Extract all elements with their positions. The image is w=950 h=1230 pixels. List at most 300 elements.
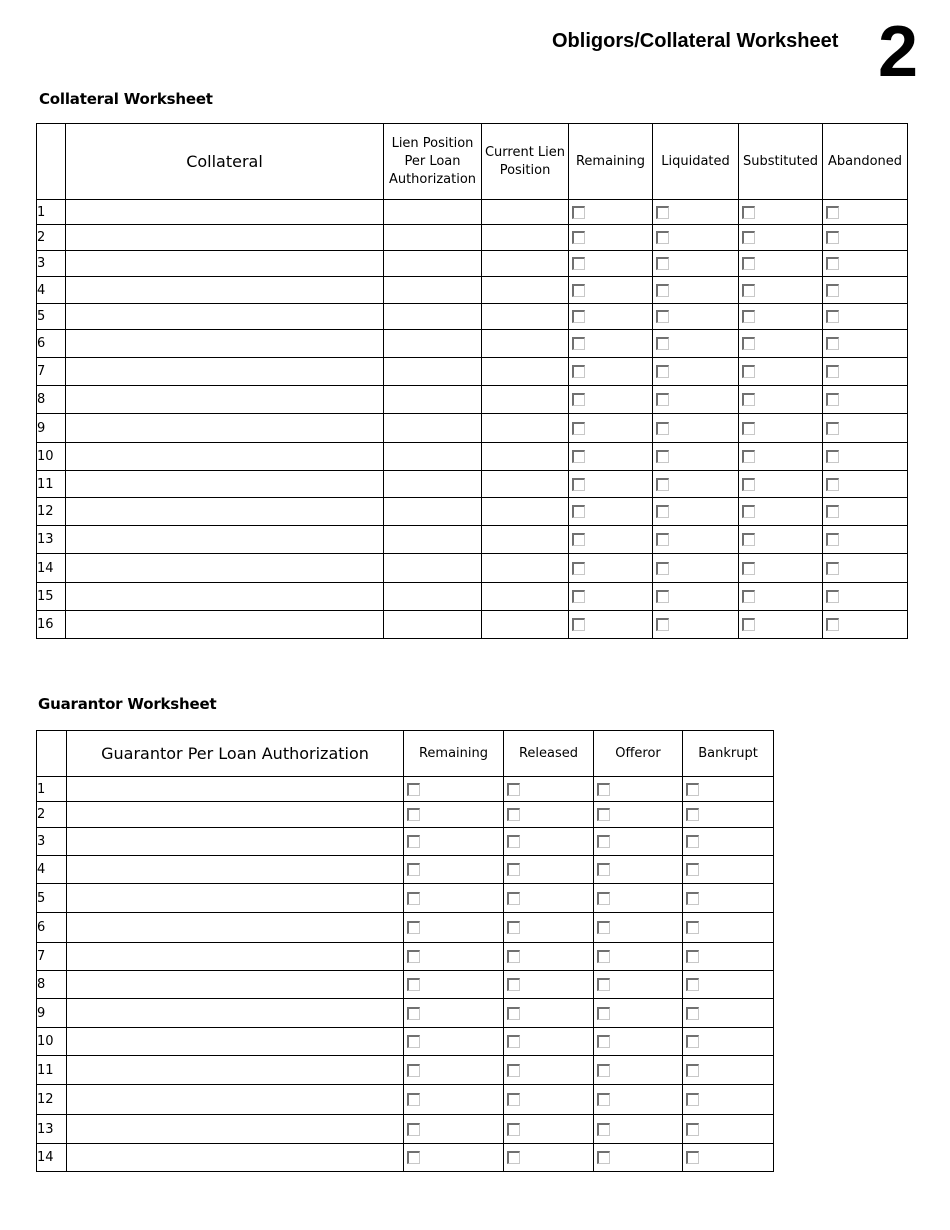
guarantor-field[interactable] (67, 856, 404, 884)
abandoned-cell (823, 443, 908, 471)
bankrupt-checkbox[interactable] (686, 1007, 699, 1020)
abandoned-checkbox[interactable] (826, 231, 839, 244)
released-checkbox[interactable] (507, 783, 520, 796)
substituted-checkbox[interactable] (742, 562, 755, 575)
substituted-checkbox[interactable] (742, 257, 755, 270)
lien-position-per-loan-field[interactable] (384, 200, 482, 225)
abandoned-checkbox[interactable] (826, 422, 839, 435)
current-lien-position-field[interactable] (482, 358, 569, 386)
released-checkbox[interactable] (507, 921, 520, 934)
remaining-checkbox[interactable] (407, 1151, 420, 1164)
liquidated-cell (653, 386, 739, 414)
row-number: 3 (37, 251, 66, 277)
bankrupt-cell (683, 971, 774, 999)
collateral-field[interactable] (66, 304, 384, 330)
liquidated-checkbox[interactable] (656, 337, 669, 350)
substituted-cell (739, 498, 823, 526)
lien-position-per-loan-field[interactable] (384, 611, 482, 639)
released-checkbox[interactable] (507, 978, 520, 991)
collateral-row (37, 554, 908, 583)
collateral-field[interactable] (66, 498, 384, 526)
remaining-cell (569, 358, 653, 386)
row-number: 8 (37, 386, 66, 414)
abandoned-checkbox[interactable] (826, 505, 839, 518)
remaining-checkbox[interactable] (407, 1007, 420, 1020)
current-lien-position-field[interactable] (482, 225, 569, 251)
collateral-row (37, 443, 908, 471)
remaining-cell (569, 554, 653, 583)
current-lien-position-field[interactable] (482, 443, 569, 471)
remaining-checkbox[interactable] (407, 1035, 420, 1048)
current-lien-position-field[interactable] (482, 498, 569, 526)
current-lien-position-field[interactable] (482, 200, 569, 225)
substituted-cell (739, 358, 823, 386)
liquidated-cell (653, 554, 739, 583)
bankrupt-cell (683, 828, 774, 856)
bankrupt-checkbox[interactable] (686, 1064, 699, 1077)
abandoned-cell (823, 277, 908, 304)
lien-position-per-loan-field[interactable] (384, 583, 482, 611)
bankrupt-checkbox[interactable] (686, 835, 699, 848)
lien-position-per-loan-field[interactable] (384, 277, 482, 304)
offeror-checkbox[interactable] (597, 783, 610, 796)
offeror-cell (594, 1085, 683, 1115)
released-checkbox[interactable] (507, 1064, 520, 1077)
remaining-cell (569, 277, 653, 304)
remaining-checkbox[interactable] (572, 284, 585, 297)
released-cell (504, 1144, 594, 1172)
substituted-cell (739, 225, 823, 251)
remaining-checkbox[interactable] (572, 590, 585, 603)
remaining-checkbox[interactable] (407, 783, 420, 796)
remaining-checkbox[interactable] (407, 1123, 420, 1136)
remaining-cell (569, 304, 653, 330)
collateral-field[interactable] (66, 583, 384, 611)
collateral-row (37, 526, 908, 554)
bankrupt-header: Bankrupt (683, 731, 774, 777)
abandoned-cell (823, 251, 908, 277)
collateral-field[interactable] (66, 611, 384, 639)
collateral-field[interactable] (66, 443, 384, 471)
lien-position-per-loan-field[interactable] (384, 225, 482, 251)
offeror-checkbox[interactable] (597, 1007, 610, 1020)
guarantor-row (37, 856, 774, 884)
current-lien-position-field[interactable] (482, 526, 569, 554)
substituted-cell (739, 386, 823, 414)
remaining-header: Remaining (404, 731, 504, 777)
abandoned-cell (823, 471, 908, 498)
released-cell (504, 828, 594, 856)
collateral-table-body (37, 200, 908, 639)
substituted-checkbox[interactable] (742, 505, 755, 518)
released-header: Released (504, 731, 594, 777)
row-number: 11 (37, 471, 66, 498)
current-lien-position-field[interactable] (482, 471, 569, 498)
remaining-cell (569, 200, 653, 225)
offeror-checkbox[interactable] (597, 950, 610, 963)
abandoned-cell (823, 414, 908, 443)
guarantor-field[interactable] (67, 828, 404, 856)
offeror-checkbox[interactable] (597, 808, 610, 821)
substituted-cell (739, 304, 823, 330)
current-lien-position-field[interactable] (482, 386, 569, 414)
released-cell (504, 1115, 594, 1144)
offeror-cell (594, 1115, 683, 1144)
offeror-checkbox[interactable] (597, 1123, 610, 1136)
substituted-checkbox[interactable] (742, 450, 755, 463)
lien-position-per-loan-field[interactable] (384, 526, 482, 554)
row-number: 11 (37, 1056, 67, 1085)
remaining-checkbox[interactable] (407, 892, 420, 905)
guarantor-field[interactable] (67, 777, 404, 802)
collateral-row (37, 414, 908, 443)
liquidated-checkbox[interactable] (656, 505, 669, 518)
collateral-field[interactable] (66, 414, 384, 443)
liquidated-checkbox[interactable] (656, 450, 669, 463)
bankrupt-checkbox[interactable] (686, 950, 699, 963)
current-lien-position-field[interactable] (482, 304, 569, 330)
collateral-row (37, 471, 908, 498)
row-number: 12 (37, 498, 66, 526)
guarantor-field[interactable] (67, 1144, 404, 1172)
abandoned-cell (823, 304, 908, 330)
offeror-checkbox[interactable] (597, 1035, 610, 1048)
collateral-field[interactable] (66, 526, 384, 554)
guarantor-field[interactable] (67, 802, 404, 828)
collateral-field[interactable] (66, 225, 384, 251)
substituted-cell (739, 554, 823, 583)
collateral-row (37, 200, 908, 225)
released-cell (504, 884, 594, 913)
liquidated-cell (653, 330, 739, 358)
row-number: 10 (37, 443, 66, 471)
lien-position-per-loan-field[interactable] (384, 443, 482, 471)
offeror-cell (594, 999, 683, 1028)
bankrupt-cell (683, 802, 774, 828)
liquidated-checkbox[interactable] (656, 590, 669, 603)
bankrupt-checkbox[interactable] (686, 783, 699, 796)
current-lien-position-header: Current Lien Position (482, 124, 569, 200)
abandoned-cell (823, 526, 908, 554)
lien-position-per-loan-field[interactable] (384, 386, 482, 414)
abandoned-cell (823, 225, 908, 251)
abandoned-cell (823, 386, 908, 414)
remaining-cell (569, 526, 653, 554)
remaining-checkbox[interactable] (407, 921, 420, 934)
remaining-checkbox[interactable] (572, 618, 585, 631)
offeror-cell (594, 884, 683, 913)
collateral-row (37, 251, 908, 277)
collateral-field[interactable] (66, 471, 384, 498)
collateral-field[interactable] (66, 330, 384, 358)
substituted-checkbox[interactable] (742, 618, 755, 631)
collateral-row (37, 330, 908, 358)
released-checkbox[interactable] (507, 808, 520, 821)
abandoned-checkbox[interactable] (826, 337, 839, 350)
guarantor-field[interactable] (67, 1028, 404, 1056)
guarantor-header-row (37, 731, 774, 777)
substituted-checkbox[interactable] (742, 284, 755, 297)
remaining-checkbox[interactable] (407, 808, 420, 821)
substituted-checkbox[interactable] (742, 365, 755, 378)
bankrupt-checkbox[interactable] (686, 1151, 699, 1164)
bankrupt-checkbox[interactable] (686, 1123, 699, 1136)
offeror-checkbox[interactable] (597, 1064, 610, 1077)
current-lien-position-field[interactable] (482, 277, 569, 304)
collateral-field[interactable] (66, 386, 384, 414)
substituted-checkbox[interactable] (742, 231, 755, 244)
remaining-checkbox[interactable] (407, 863, 420, 876)
substituted-checkbox[interactable] (742, 393, 755, 406)
remaining-checkbox[interactable] (572, 365, 585, 378)
liquidated-checkbox[interactable] (656, 284, 669, 297)
current-lien-position-field[interactable] (482, 611, 569, 639)
collateral-header-row (37, 124, 908, 200)
guarantor-field[interactable] (67, 1085, 404, 1115)
guarantor-field[interactable] (67, 1115, 404, 1144)
bankrupt-checkbox[interactable] (686, 808, 699, 821)
bankrupt-checkbox[interactable] (686, 892, 699, 905)
guarantor-row (37, 1115, 774, 1144)
remaining-cell (569, 330, 653, 358)
offeror-checkbox[interactable] (597, 863, 610, 876)
row-number: 2 (37, 802, 67, 828)
released-checkbox[interactable] (507, 835, 520, 848)
released-checkbox[interactable] (507, 1035, 520, 1048)
liquidated-cell (653, 526, 739, 554)
liquidated-cell (653, 225, 739, 251)
abandoned-checkbox[interactable] (826, 393, 839, 406)
liquidated-checkbox[interactable] (656, 231, 669, 244)
abandoned-header: Abandoned (823, 124, 908, 200)
offeror-checkbox[interactable] (597, 921, 610, 934)
offeror-checkbox[interactable] (597, 835, 610, 848)
released-checkbox[interactable] (507, 1093, 520, 1106)
abandoned-checkbox[interactable] (826, 450, 839, 463)
row-number: 1 (37, 200, 66, 225)
guarantor-row (37, 828, 774, 856)
substituted-checkbox[interactable] (742, 590, 755, 603)
bankrupt-checkbox[interactable] (686, 1093, 699, 1106)
guarantor-row (37, 943, 774, 971)
remaining-checkbox[interactable] (572, 337, 585, 350)
remaining-checkbox[interactable] (572, 257, 585, 270)
row-number: 14 (37, 1144, 67, 1172)
row-number: 9 (37, 999, 67, 1028)
remaining-header: Remaining (569, 124, 653, 200)
released-checkbox[interactable] (507, 892, 520, 905)
collateral-field[interactable] (66, 251, 384, 277)
substituted-checkbox[interactable] (742, 533, 755, 546)
current-lien-position-field[interactable] (482, 251, 569, 277)
row-number: 14 (37, 554, 66, 583)
remaining-checkbox[interactable] (572, 562, 585, 575)
abandoned-checkbox[interactable] (826, 284, 839, 297)
liquidated-checkbox[interactable] (656, 310, 669, 323)
remaining-checkbox[interactable] (407, 1093, 420, 1106)
collateral-field[interactable] (66, 358, 384, 386)
offeror-cell (594, 1028, 683, 1056)
released-checkbox[interactable] (507, 863, 520, 876)
offeror-checkbox[interactable] (597, 1151, 610, 1164)
row-number: 4 (37, 856, 67, 884)
guarantor-field[interactable] (67, 913, 404, 943)
remaining-checkbox[interactable] (572, 206, 585, 219)
guarantor-header: Guarantor Per Loan Authorization (67, 731, 404, 777)
guarantor-table-body (37, 777, 774, 1172)
remaining-checkbox[interactable] (572, 231, 585, 244)
liquidated-checkbox[interactable] (656, 365, 669, 378)
offeror-checkbox[interactable] (597, 892, 610, 905)
abandoned-checkbox[interactable] (826, 365, 839, 378)
abandoned-checkbox[interactable] (826, 590, 839, 603)
released-checkbox[interactable] (507, 950, 520, 963)
substituted-checkbox[interactable] (742, 310, 755, 323)
substituted-cell (739, 277, 823, 304)
lien-position-per-loan-field[interactable] (384, 471, 482, 498)
collateral-field[interactable] (66, 277, 384, 304)
substituted-checkbox[interactable] (742, 206, 755, 219)
row-number: 7 (37, 358, 66, 386)
collateral-row (37, 277, 908, 304)
substituted-cell (739, 611, 823, 639)
abandoned-checkbox[interactable] (826, 533, 839, 546)
remaining-checkbox[interactable] (572, 422, 585, 435)
liquidated-cell (653, 583, 739, 611)
remaining-cell (404, 1144, 504, 1172)
remaining-cell (569, 225, 653, 251)
liquidated-checkbox[interactable] (656, 206, 669, 219)
row-number: 5 (37, 884, 67, 913)
remaining-checkbox[interactable] (407, 1064, 420, 1077)
current-lien-position-field[interactable] (482, 330, 569, 358)
substituted-checkbox[interactable] (742, 337, 755, 350)
lien-position-per-loan-field[interactable] (384, 330, 482, 358)
remaining-cell (404, 971, 504, 999)
collateral-row (37, 225, 908, 251)
collateral-field[interactable] (66, 554, 384, 583)
released-cell (504, 802, 594, 828)
abandoned-cell (823, 358, 908, 386)
remaining-cell (569, 498, 653, 526)
lien-position-per-loan-field[interactable] (384, 304, 482, 330)
guarantor-field[interactable] (67, 884, 404, 913)
substituted-checkbox[interactable] (742, 478, 755, 491)
remaining-cell (569, 611, 653, 639)
remaining-cell (569, 386, 653, 414)
remaining-checkbox[interactable] (572, 393, 585, 406)
liquidated-cell (653, 443, 739, 471)
row-number: 5 (37, 304, 66, 330)
abandoned-checkbox[interactable] (826, 310, 839, 323)
abandoned-cell (823, 554, 908, 583)
guarantor-row (37, 1085, 774, 1115)
liquidated-checkbox[interactable] (656, 618, 669, 631)
row-number: 2 (37, 225, 66, 251)
released-checkbox[interactable] (507, 1007, 520, 1020)
bankrupt-checkbox[interactable] (686, 921, 699, 934)
row-number: 6 (37, 913, 67, 943)
remaining-cell (569, 583, 653, 611)
bankrupt-checkbox[interactable] (686, 978, 699, 991)
abandoned-cell (823, 611, 908, 639)
liquidated-cell (653, 471, 739, 498)
guarantor-field[interactable] (67, 971, 404, 999)
bankrupt-cell (683, 1144, 774, 1172)
liquidated-checkbox[interactable] (656, 393, 669, 406)
lien-position-per-loan-field[interactable] (384, 554, 482, 583)
current-lien-position-field[interactable] (482, 554, 569, 583)
substituted-header: Substituted (739, 124, 823, 200)
substituted-cell (739, 200, 823, 225)
remaining-checkbox[interactable] (572, 310, 585, 323)
guarantor-number-header (37, 731, 67, 777)
offeror-checkbox[interactable] (597, 1093, 610, 1106)
bankrupt-cell (683, 1028, 774, 1056)
bankrupt-checkbox[interactable] (686, 1035, 699, 1048)
remaining-cell (404, 856, 504, 884)
guarantor-field[interactable] (67, 943, 404, 971)
lien-position-per-loan-field[interactable] (384, 251, 482, 277)
guarantor-field[interactable] (67, 999, 404, 1028)
row-number: 13 (37, 1115, 67, 1144)
guarantor-row (37, 777, 774, 802)
collateral-field[interactable] (66, 200, 384, 225)
liquidated-checkbox[interactable] (656, 562, 669, 575)
remaining-checkbox[interactable] (572, 450, 585, 463)
offeror-cell (594, 856, 683, 884)
row-number: 1 (37, 777, 67, 802)
collateral-row (37, 386, 908, 414)
collateral-row (37, 358, 908, 386)
substituted-cell (739, 583, 823, 611)
bankrupt-cell (683, 1085, 774, 1115)
remaining-checkbox[interactable] (407, 978, 420, 991)
remaining-checkbox[interactable] (407, 835, 420, 848)
bankrupt-checkbox[interactable] (686, 863, 699, 876)
abandoned-checkbox[interactable] (826, 206, 839, 219)
substituted-checkbox[interactable] (742, 422, 755, 435)
lien-position-per-loan-field[interactable] (384, 498, 482, 526)
abandoned-checkbox[interactable] (826, 618, 839, 631)
remaining-checkbox[interactable] (407, 950, 420, 963)
abandoned-checkbox[interactable] (826, 562, 839, 575)
liquidated-checkbox[interactable] (656, 478, 669, 491)
abandoned-checkbox[interactable] (826, 478, 839, 491)
remaining-checkbox[interactable] (572, 478, 585, 491)
liquidated-cell (653, 498, 739, 526)
guarantor-field[interactable] (67, 1056, 404, 1085)
offeror-checkbox[interactable] (597, 978, 610, 991)
collateral-section-title: Collateral Worksheet (39, 90, 213, 108)
guarantor-row (37, 913, 774, 943)
lien-position-per-loan-field[interactable] (384, 414, 482, 443)
current-lien-position-field[interactable] (482, 414, 569, 443)
released-checkbox[interactable] (507, 1151, 520, 1164)
released-checkbox[interactable] (507, 1123, 520, 1136)
remaining-checkbox[interactable] (572, 505, 585, 518)
remaining-cell (569, 414, 653, 443)
remaining-checkbox[interactable] (572, 533, 585, 546)
bankrupt-cell (683, 999, 774, 1028)
current-lien-position-field[interactable] (482, 583, 569, 611)
lien-position-per-loan-field[interactable] (384, 358, 482, 386)
abandoned-checkbox[interactable] (826, 257, 839, 270)
liquidated-checkbox[interactable] (656, 422, 669, 435)
guarantor-row (37, 999, 774, 1028)
liquidated-checkbox[interactable] (656, 257, 669, 270)
liquidated-checkbox[interactable] (656, 533, 669, 546)
